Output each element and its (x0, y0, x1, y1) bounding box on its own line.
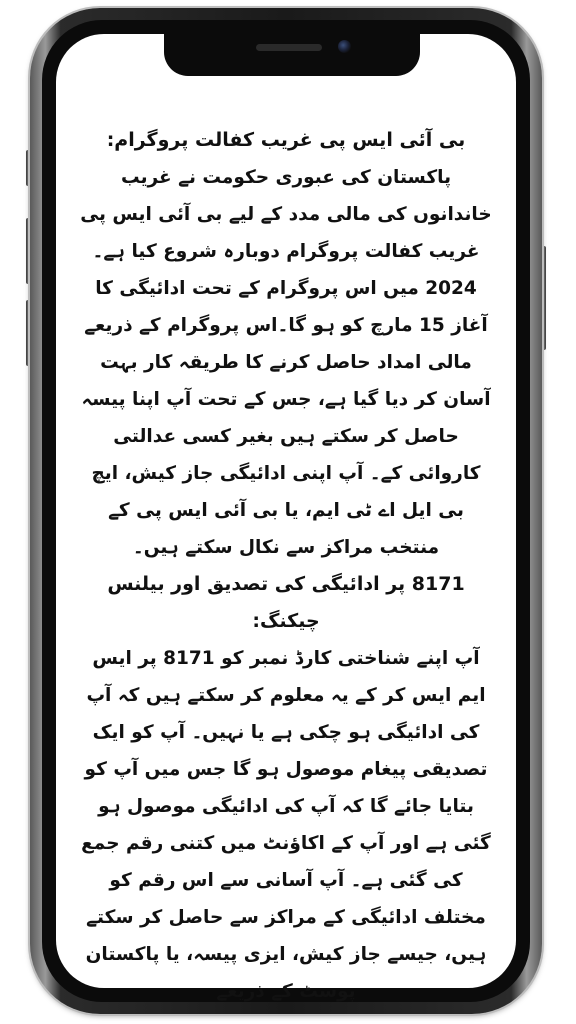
article-heading-8171-verification: 8171 پر ادائیگی کی تصدیق اور بیلنس چیکنگ: (107, 573, 465, 632)
article-text (80, 122, 492, 1010)
speaker-icon (256, 44, 322, 51)
article-paragraph-program-details: پاکستان کی عبوری حکومت نے غریب خاندانوں کی مالی مدد کے لیے بی آئی ایس پی غریب کفالت پروگرام دوبارہ شروع کیا ہے۔2024 میں اس پروگرام کے تحت ادائیگی کا آغاز 15 مارچ کو ہو گا۔اس پروگرام کے ذریعے مالی امداد حاصل کرنے کا طریقہ کار بہت آسان کر دیا گیا ہے، جس کے تحت آپ اپنا پیسہ حاصل کر سکتے ہیں بغیر کسی عدالتی کاروائی کے۔ آپ اپنی ادائیگی جاز کیش، ایچ بی ایل اے ٹی ایم، یا بی آئی ایس پی کے منتخب مراکز سے نکال سکتے ہیں۔ (80, 167, 492, 558)
article-paragraph-verification-details: آپ اپنے شناختی کارڈ نمبر کو 8171 پر ایس ایم ایس کر کے یہ معلوم کر سکتے ہیں کہ آپ کی ادائیگی ہو چکی ہے یا نہیں۔ آپ کو ایک تصدیقی پیغام موصول ہو گا جس میں آپ کو بتایا جائے گا کہ آپ کی ادائیگی موصول ہو گئی ہے اور آپ کے اکاؤنٹ میں کتنی رقم جمع کی گئی ہے۔ آپ آسانی سے اس رقم کو مختلف ادائیگی کے مراکز سے حاصل کر سکتے ہیں، جیسے جاز کیش، ایزی پیسہ، یا پاکستان پوسٹ کے ذریعے (81, 648, 491, 1002)
article-heading-bisp-program: بی آئی ایس پی غریب کفالت پروگرام: (106, 129, 466, 151)
notch (164, 32, 420, 76)
phone-screen[interactable] (56, 34, 516, 1002)
front-camera-icon (338, 40, 351, 53)
phone-bezel (42, 20, 530, 1002)
phone-frame (30, 8, 542, 1014)
